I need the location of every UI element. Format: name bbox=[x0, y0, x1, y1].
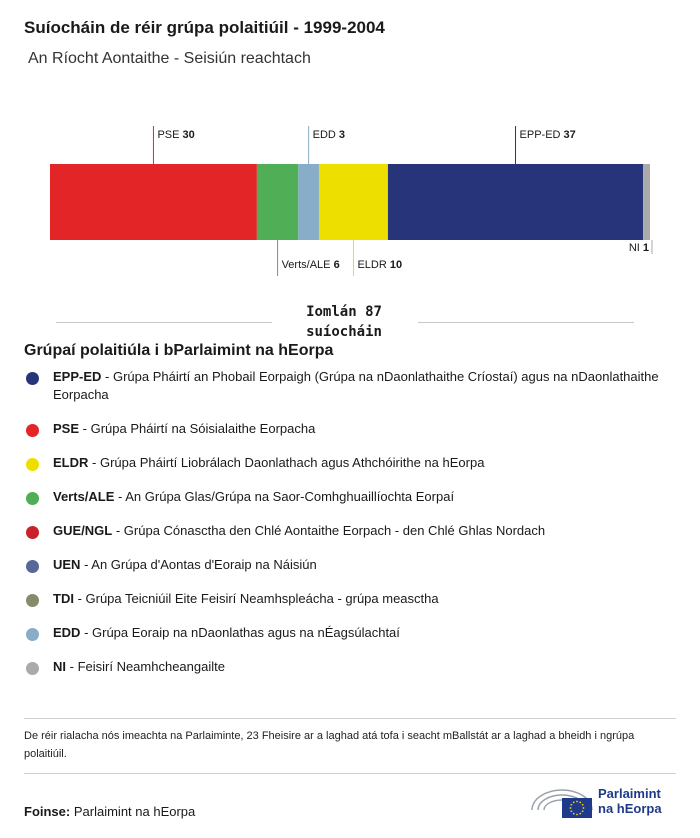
legend-dot bbox=[26, 594, 39, 607]
eu-star-icon bbox=[576, 801, 578, 803]
legend-item-tdi: TDI - Grúpa Teicniúil Eite Feisirí Neamhspleácha - grúpa measctha bbox=[24, 590, 664, 624]
eu-star-icon bbox=[582, 810, 584, 812]
european-parliament-logo bbox=[528, 778, 678, 822]
bar-label-verts-ale: Verts/ALE 6 bbox=[281, 259, 340, 271]
bar-segment-pse bbox=[50, 164, 257, 240]
legend-title: Grúpaí polaitiúla i bParlaimint na hEorpa bbox=[24, 342, 334, 359]
eu-star-icon bbox=[573, 801, 575, 803]
legend-desc: Grúpa Pháirtí an Phobail Eorpaigh (Grúpa na nDaonlathaithe Críostaí) agus na nDaonlathaithe Eorpacha bbox=[53, 369, 659, 402]
legend-desc: Grúpa Pháirtí Liobrálach Daonlathach agus Athchóirithe na hEorpa bbox=[99, 455, 485, 470]
total-divider-left bbox=[56, 322, 272, 323]
eu-star-icon bbox=[583, 807, 585, 809]
legend-desc: Grúpa Cónasctha den Chlé Aontaithe Eorpach - den Chlé Ghlas Nordach bbox=[123, 523, 546, 538]
source bbox=[24, 804, 195, 819]
source-label: Foinse: bbox=[24, 804, 71, 819]
bar-label-pse: PSE 30 bbox=[157, 129, 195, 141]
eu-star-icon bbox=[573, 813, 575, 815]
bar-segment-verts-ale bbox=[257, 164, 298, 240]
eu-star-icon bbox=[582, 804, 584, 806]
bar-segment-edd bbox=[298, 164, 319, 240]
legend-item-verts-ale: Verts/ALE - An Grúpa Glas/Grúpa na Saor-Comhghuaillíochta Eorpaí bbox=[24, 488, 664, 522]
legend-dot bbox=[26, 372, 39, 385]
source-text: Parlaimint na hEorpa bbox=[73, 804, 196, 819]
total-seats bbox=[270, 302, 418, 342]
total-divider-right bbox=[418, 322, 634, 323]
bar-label-eldr: ELDR 10 bbox=[357, 259, 403, 271]
legend-abbr: ELDR bbox=[53, 455, 89, 470]
legend-item-gue-ngl: GUE/NGL - Grúpa Cónasctha den Chlé Aontaithe Eorpach - den Chlé Ghlas Nordach bbox=[24, 522, 664, 556]
bar-segment-ni bbox=[643, 164, 650, 240]
legend-dot bbox=[26, 560, 39, 573]
legend-desc: An Grúpa Glas/Grúpa na Saor-Comhghuaillíochta Eorpaí bbox=[125, 489, 455, 504]
bar-label-edd: EDD 3 bbox=[312, 129, 346, 141]
logo-line-2: na hEorpa bbox=[598, 801, 662, 816]
legend-item-ni: NI - Feisirí Neamhcheangailte bbox=[24, 658, 664, 692]
bar-segment-eldr bbox=[319, 164, 388, 240]
seat-bar-chart bbox=[0, 110, 700, 290]
total-seats-count: Iomlán 87 bbox=[306, 304, 382, 320]
total-seats-unit: suíocháin bbox=[306, 324, 382, 340]
eu-star-icon bbox=[579, 801, 581, 803]
legend-dot bbox=[26, 458, 39, 471]
legend-abbr: UEN bbox=[53, 557, 81, 572]
bar-label-ni: NI 1 bbox=[628, 242, 649, 254]
logo-text bbox=[598, 786, 662, 816]
legend-dot bbox=[26, 492, 39, 505]
legend-dot bbox=[26, 628, 39, 641]
legend-dot bbox=[26, 424, 39, 437]
chart-title: Suíocháin de réir grúpa polaitiúil - 1999-2004 bbox=[24, 18, 385, 37]
eu-star-icon bbox=[570, 804, 572, 806]
legend-desc: Grúpa Teicniúil Eite Feisirí Neamhspleácha - grúpa measctha bbox=[85, 591, 439, 606]
legend-dot bbox=[26, 662, 39, 675]
legend-item-uen: UEN - An Grúpa d'Aontas d'Eoraip na Náisiún bbox=[24, 556, 664, 590]
legend-desc: Grúpa Eoraip na nDaonlathas agus na nÉagsúlachtaí bbox=[92, 625, 400, 640]
eu-star-icon bbox=[570, 807, 572, 809]
legend-item-edd: EDD - Grúpa Eoraip na nDaonlathas agus na nÉagsúlachtaí bbox=[24, 624, 664, 658]
legend-item-pse: PSE - Grúpa Pháirtí na Sóisialaithe Eorpacha bbox=[24, 420, 664, 454]
legend-abbr: Verts/ALE bbox=[53, 489, 115, 504]
legend-abbr: PSE bbox=[53, 421, 80, 436]
chart-subtitle: An Ríocht Aontaithe - Seisiún reachtach bbox=[28, 50, 311, 67]
legend-dot bbox=[26, 526, 39, 539]
legend-abbr: NI bbox=[53, 659, 66, 674]
legend-abbr: EDD bbox=[53, 625, 81, 640]
legend-item-eldr: ELDR - Grúpa Pháirtí Liobrálach Daonlathach agus Athchóirithe na hEorpa bbox=[24, 454, 664, 488]
eu-star-icon bbox=[576, 814, 578, 816]
legend-abbr: EPP-ED bbox=[53, 369, 102, 384]
bar-label-epp-ed: EPP-ED 37 bbox=[519, 129, 576, 141]
legend bbox=[24, 368, 664, 692]
legend-item-epp-ed: EPP-ED - Grúpa Pháirtí an Phobail Eorpaigh (Grúpa na nDaonlathaithe Críostaí) agus na nDaonlathaithe Eorpacha bbox=[24, 368, 664, 420]
legend-desc: Feisirí Neamhcheangailte bbox=[77, 659, 225, 674]
logo-line-1: Parlaimint bbox=[598, 786, 661, 801]
parliament-hemicycle-icon bbox=[528, 778, 598, 822]
legend-abbr: GUE/NGL bbox=[53, 523, 113, 538]
legend-abbr: TDI bbox=[53, 591, 74, 606]
eu-star-icon bbox=[579, 813, 581, 815]
legend-desc: Grúpa Pháirtí na Sóisialaithe Eorpacha bbox=[90, 421, 316, 436]
eu-star-icon bbox=[570, 810, 572, 812]
legend-desc: An Grúpa d'Aontas d'Eoraip na Náisiún bbox=[91, 557, 317, 572]
bar-segment-epp-ed bbox=[388, 164, 643, 240]
footnote: De réir rialacha nós imeachta na Parlaiminte, 23 Fheisire ar a laghad atá tofa i seacht mBallstát ar a laghad a bheidh i ngrúpa polaitiúil. bbox=[24, 718, 676, 774]
